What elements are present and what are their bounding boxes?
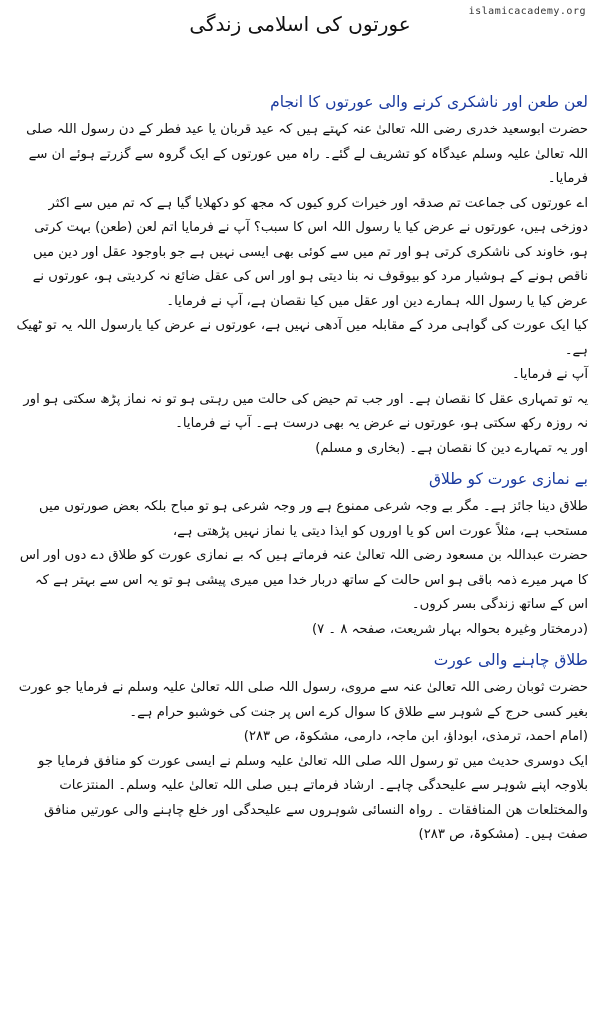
paragraph: حضرت ثوبان رضی اللہ تعالیٰ عنہ سے مروی، رسول اللہ صلی اللہ تعالیٰ علیہ وسلم نے فرمایا جو عورت بغیر کسی حرج کے شوہر سے طلاق کا سوال کرے اس پر جنت کی خوشبو حرام ہے۔ [18, 680, 588, 720]
section-heading: لعن طعن اور ناشکری کرنے والی عورتوں کا انجام [270, 93, 588, 111]
paragraph: آپ نے فرمایا۔ [512, 367, 588, 382]
paragraph: (درمختار وغیرہ بحوالہ بہار شریعت، صفحہ ۸ ۔ ۷) [311, 621, 588, 637]
section-divorce-non-praying [14, 465, 588, 642]
paragraph: (امام احمد، ترمذی، ابوداؤ، ابن ماجہ، دارمی، مشکوۃ، ص ۲۸۳) [243, 729, 588, 744]
section-heading: طلاق چاہنے والی عورت [433, 651, 588, 669]
paragraph: طلاق دینا جائز ہے۔ مگر بے وجہ شرعی ممنوع ہے ور وجہ شرعی ہو تو مباح بلکہ بعض صورتوں میں مستحب ہے، مثلاً عورت اس کو یا اوروں کو ایذا دیتی یا نماز نہیں پڑھتی ہے، [39, 499, 588, 539]
paragraph: ایک دوسری حدیث میں تو رسول اللہ صلی اللہ تعالیٰ علیہ وسلم نے ایسی عورت کو منافق فرمایا جو بلاوجہ اپنے شوہر سے علیحدگی چاہے۔ ارشاد فرماتے ہیں صلی اللہ تعالیٰ علیہ وسلم۔ المنتزعات والمختلعات هن المنافقات ۔ رواہ النسائی شوہروں سے علیحدگی اور خلع چاہنے والی عورتیں منافق صفت ہیں۔ (مشکوۃ، ص ۲۸۳) [38, 753, 588, 842]
paragraph: اے عورتوں کی جماعت تم صدقہ اور خیرات کرو کیوں کہ مجھ کو دکھلایا گیا ہے کہ تم میں سے اکثر دوزخی ہیں، عورتوں نے عرض کیا یا رسول اللہ اس کا سبب؟ آپ نے فرمایا اتم لعن (طعن) بہت کرتی ہو، خاوند کی ناشکری کرتی ہو اور تم میں سے کوئی بھی ایسی نہیں ہے جو باوجود عقل اور دین میں ناقص ہونے کے ہوشیار مرد کو بیوقوف نہ بنا دیتی ہو اور اس کی عقل ضائع نہ کردیتی ہو، عورتوں نے عرض کیا یا رسول اللہ ہمارے دین اور عقل میں کیا نقصان ہے، آپ نے فرمایا۔ [32, 195, 588, 309]
paragraph: حضرت ابوسعید خدری رضی اللہ تعالیٰ عنہ کہتے ہیں کہ عید قربان یا عید فطر کے دن رسول اللہ صلی اللہ تعالیٰ علیہ وسلم عیدگاہ کو تشریف لے گئے۔ راہ میں عورتوں کے ایک گروہ سے گزرتے ہوئے ان سے فرمایا۔ [26, 122, 588, 186]
section-heading: بے نمازی عورت کو طلاق [428, 470, 588, 488]
article-body [14, 84, 588, 848]
section-curse-ingratitude [14, 88, 588, 461]
page-title: عورتوں کی اسلامی زندگی [189, 12, 411, 36]
paragraph: حضرت عبداللہ بن مسعود رضی اللہ تعالیٰ عنہ فرماتے ہیں کہ بے نمازی عورت کو طلاق دے دوں اور اس کا مہر میرے ذمہ باقی ہو اس حالت کے ساتھ دربار خدا میں میری پیشی ہو تو یہ اس سے بہتر ہے کہ اس کے ساتھ زندگی بسر کروں۔ [19, 548, 588, 612]
section-seeking-divorce [14, 646, 588, 848]
paragraph: اور یہ تمہارے دین کا نقصان ہے۔ (بخاری و مسلم) [315, 440, 588, 456]
site-tag: islamicacademy.org [468, 6, 586, 17]
paragraph: یہ تو تمہاری عقل کا نقصان ہے۔ اور جب تم حیض کی حالت میں رہتی ہو تو نہ نماز پڑھ سکتی ہو اور نہ روزہ رکھ سکتی ہو، عورتوں نے عرض یہ بھی درست ہے۔ آپ نے فرمایا۔ [23, 391, 588, 431]
paragraph: کیا ایک عورت کی گواہی مرد کے مقابلہ میں آدھی نہیں ہے، عورتوں نے عرض کیا یارسول اللہ یہ تو ٹھیک ہے۔ [16, 318, 588, 358]
